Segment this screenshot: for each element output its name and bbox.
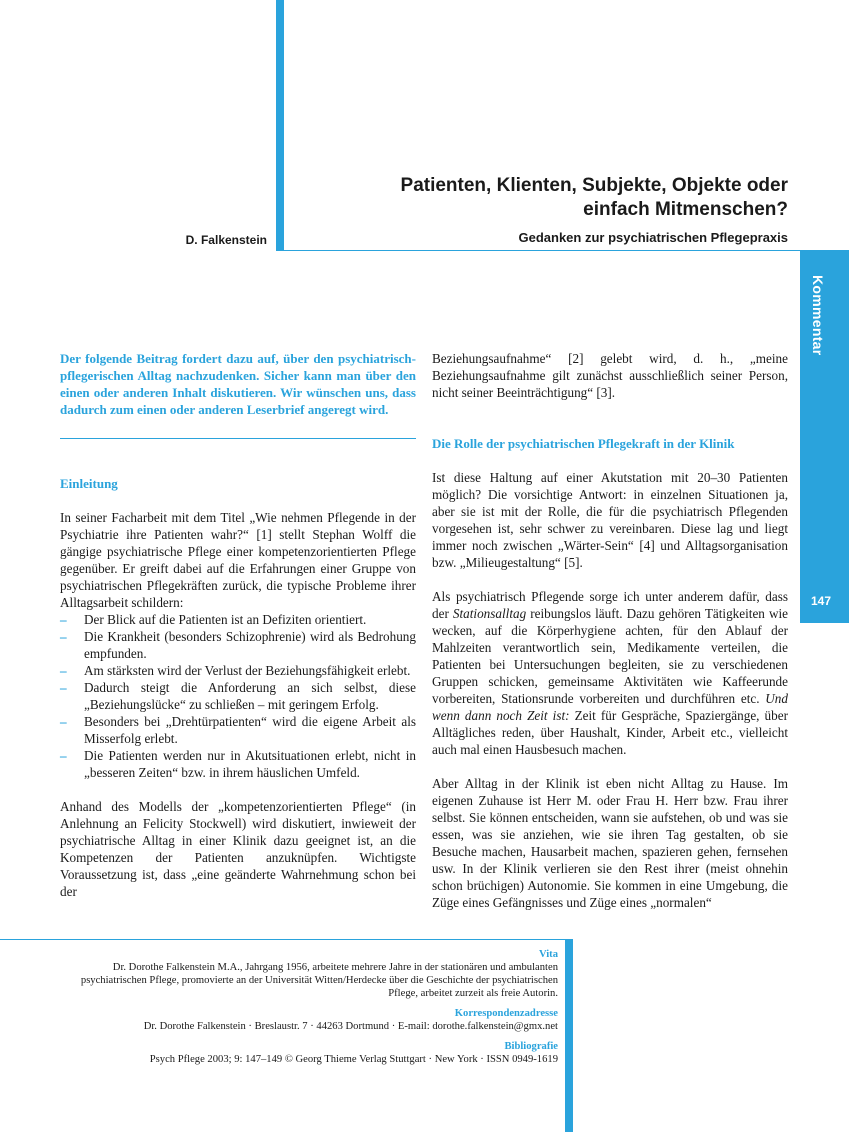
dash-bullet: – (60, 714, 67, 729)
footer-accent-bar (565, 939, 573, 1132)
article-subtitle: Gedanken zur psychiatrischen Pflegepraxis (518, 230, 788, 245)
section-heading-rolle: Die Rolle der psychiatrischen Pflegekraft in der Klinik (432, 436, 735, 451)
page-number: 147 (810, 594, 832, 608)
list-item: – Der Blick auf die Patienten ist an Defiziten orientiert. (60, 612, 367, 627)
address-text: Dr. Dorothe Falkenstein · Breslaustr. 7 · 44263 Dortmund · E-mail: dorothe.falkenstein@gmx.net (143, 1021, 558, 1032)
bibliography-heading: Bibliografie (504, 1041, 558, 1052)
dash-bullet: – (60, 612, 67, 627)
list-item: – Die Patienten werden nur in Akutsituationen erlebt, nicht in „besseren Zeiten“ bzw. in ihrem häuslichen Umfeld. (60, 748, 416, 780)
dash-bullet: – (60, 680, 67, 695)
lead-paragraph: Der folgende Beitrag fordert dazu auf, über den psychiatrisch-pflegerischen Alltag nachzudenken. Sicher kann man über den einen oder anderen Inhalt diskutieren. Wir wünschen uns, dass dadurch zum einen oder anderen Leserbrief angeregt wird. (60, 351, 416, 417)
title-line-2: einfach Mitmenschen? (583, 199, 788, 220)
left-column (60, 350, 416, 900)
article-title (300, 174, 788, 222)
list-item: – Die Krankheit (besonders Schizophrenie) wird als Bedrohung empfunden. (60, 629, 416, 661)
problem-list (60, 611, 416, 781)
address-heading: Korrespondenzadresse (454, 1008, 558, 1019)
right-column (432, 350, 788, 911)
vita-text: Dr. Dorothe Falkenstein M.A., Jahrgang 1956, arbeitete mehrere Jahre in der stationären und ambulanten psychiatrischen Pflege, promovierte an der Universität Witten/Herdecke über die Geschichte der psychiatrischen Pflege, arbeitet zurzeit als freie Autorin. (80, 962, 558, 999)
dash-bullet: – (60, 629, 67, 644)
dash-bullet: – (60, 663, 67, 678)
footer-rule (0, 939, 572, 940)
vita-heading: Vita (538, 949, 558, 960)
body-paragraph: In seiner Facharbeit mit dem Titel „Wie nehmen Pflegende in der Psychiatrie ihre Patienten wahr?“ [1] stellt Stephan Wolff die gängige psychiatrische Pflege einer kompetenzorientierten Pflege gegenüber. Er greift dabei auf die Erfahrungen einer Gruppe von psychiatrischen Pflegekräften zurück, die typische Probleme ihrer Alltagsarbeit schildern: (60, 510, 416, 610)
list-item: – Besonders bei „Drehtürpatienten“ wird die eigene Arbeit als Misserfolg erlebt. (60, 714, 416, 746)
dash-bullet: – (60, 748, 67, 763)
title-line-1: Patienten, Klienten, Subjekte, Objekte oder (400, 175, 788, 196)
list-item: – Am stärksten wird der Verlust der Beziehungsfähigkeit erlebt. (60, 663, 411, 678)
header-accent-bar (276, 0, 284, 250)
list-item: – Dadurch steigt die Anforderung an sich selbst, diese „Beziehungslücke“ zu schließen – mit geringem Erfolg. (60, 680, 416, 712)
body-paragraph: Ist diese Haltung auf einer Akutstation mit 20–30 Patienten möglich? Die vorsichtige Antwort: in einzelnen Situationen ja, aber sie ist mit der Rolle, die für die psychiatrisch Pflegenden vorgesehen ist, sehr schwer zu vereinbaren. Diese lag und liegt immer noch zwischen „Wärter-Sein“ [4] und Alltagsorganisation bzw. „Milieugestaltung“ [5]. (432, 470, 788, 570)
header-rule (276, 250, 849, 251)
article-footer (60, 948, 558, 1066)
section-label: Kommentar (810, 275, 826, 356)
author-name: D. Falkenstein (185, 233, 267, 247)
section-heading-einleitung: Einleitung (60, 476, 118, 491)
body-paragraph: Anhand des Modells der „kompetenzorientierten Pflege“ (in Anlehnung an Felicity Stockwell) wird diskutiert, inwieweit der psychiatrische Alltag in einer Klinik dazu geeignet ist, an die Kompetenzen der Patienten anzuknüpfen. Wichtigste Voraussetzung ist, dass „eine geänderte Wahrnehmung schon bei der (60, 799, 416, 899)
body-paragraph: Beziehungsaufnahme“ [2] gelebt wird, d. h., „meine Beziehungsaufnahme gilt zunächst ausschließlich seiner Person, nicht seiner Beeinträchtigung“ [3]. (432, 351, 788, 400)
body-paragraph: Als psychiatrisch Pflegende sorge ich unter anderem dafür, dass der Stationsalltag reibungslos läuft. Dazu gehören Tätigkeiten wie wecken, auf die Körperhygiene achten, für den Ablauf der Mahlzeiten verantwortlich sein, Medikamente verteilen, die Patienten bei Untersuchungen begleiten, sie zu verschiedenen Gruppen schicken, gemeinsame Aktivitäten wie Kaffeerunde vorbereiten, Stationsrunde vorbereiten und durchführen etc. Und wenn dann noch Zeit ist: Zeit für Gespräche, Spaziergänge, über Alltägliches reden, über Haushalt, Kinder, Arbeit etc., vielleicht auch mal einen Hausbesuch machen. (432, 589, 788, 757)
bibliography-text: Psych Pflege 2003; 9: 147–149 © Georg Thieme Verlag Stuttgart · New York · ISSN 0949-1619 (149, 1054, 558, 1065)
body-paragraph: Aber Alltag in der Klinik ist eben nicht Alltag zu Hause. Im eigenen Zuhause ist Herr M. oder Frau H. Herr bzw. Frau ihrer selbst. Sie können entscheiden, wann sie aufstehen, ob und was sie essen, was sie anziehen, wie sie ihren Tag gestalten, ob sie Besuche machen, Hausarbeit machen, spazieren gehen, fernsehen usw. In der Klinik verlieren sie den Rest ihrer (meist ohnehin schon brüchigen) Autonomie. Sie kommen in eine Umgebung, die Züge eines Gefängnisses und Züge eines „normalen“ (432, 776, 788, 910)
